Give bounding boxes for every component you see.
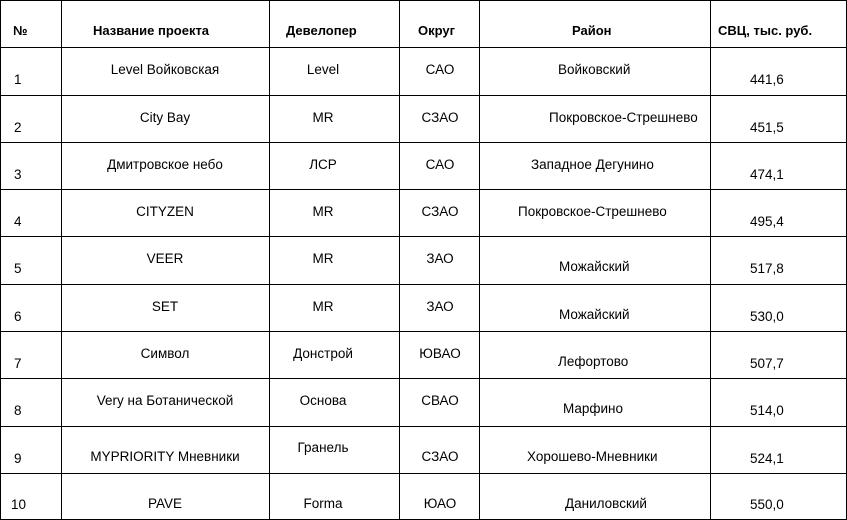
price-cell: 550,0 bbox=[750, 497, 784, 512]
project-name-cell: CITYZEN bbox=[136, 204, 194, 219]
project-name-cell: VEER bbox=[146, 251, 184, 266]
developer-cell: Level bbox=[306, 62, 340, 77]
district-cell: ЮАО bbox=[423, 496, 457, 511]
row-divider bbox=[0, 189, 847, 190]
district-cell: СЗАО bbox=[421, 204, 459, 219]
developer-cell: Основа bbox=[299, 393, 347, 408]
row-divider bbox=[0, 378, 847, 379]
project-name-cell: Дмитровское небо bbox=[107, 157, 223, 172]
area-cell: Войковский bbox=[558, 62, 631, 77]
district-cell: ЗАО bbox=[426, 251, 454, 266]
project-name-cell: MYPRIORITY Мневники bbox=[90, 449, 240, 464]
district-cell: СЗАО bbox=[421, 449, 459, 464]
row-divider bbox=[0, 142, 847, 143]
header-district: Округ bbox=[418, 23, 456, 38]
price-cell: 530,0 bbox=[750, 309, 784, 324]
row-divider bbox=[0, 95, 847, 96]
developer-cell: MR bbox=[312, 251, 334, 266]
row-divider bbox=[0, 331, 847, 332]
header-project-name: Название проекта bbox=[93, 23, 210, 38]
area-cell: Западное Дегунино bbox=[531, 157, 654, 172]
header-area: Район bbox=[572, 23, 612, 38]
project-name-cell: City Bay bbox=[139, 110, 191, 125]
area-cell: Хорошево-Мневники bbox=[527, 449, 658, 464]
row-divider bbox=[0, 473, 847, 474]
district-cell: САО bbox=[425, 157, 455, 172]
developer-cell: Донстрой bbox=[293, 346, 353, 361]
price-cell: 495,4 bbox=[750, 214, 784, 229]
developer-cell: ЛСР bbox=[309, 157, 337, 172]
header-divider bbox=[0, 47, 847, 48]
row-number-cell: 4 bbox=[14, 214, 22, 229]
developer-cell: MR bbox=[312, 299, 334, 314]
price-cell: 507,7 bbox=[750, 356, 784, 371]
column-divider bbox=[61, 0, 62, 520]
price-cell: 517,8 bbox=[750, 261, 784, 276]
header-number: № bbox=[13, 23, 28, 38]
developer-cell: Forma bbox=[303, 496, 343, 511]
row-number-cell: 3 bbox=[14, 167, 22, 182]
project-name-cell: Very на Ботанической bbox=[96, 393, 234, 408]
row-divider bbox=[0, 284, 847, 285]
area-cell: Лефортово bbox=[558, 354, 629, 369]
header-developer: Девелопер bbox=[286, 23, 357, 38]
developer-cell: MR bbox=[312, 204, 334, 219]
row-divider bbox=[0, 426, 847, 427]
area-cell: Можайский bbox=[559, 259, 630, 274]
district-cell: СЗАО bbox=[421, 110, 459, 125]
area-cell: Можайский bbox=[559, 307, 630, 322]
district-cell: САО bbox=[425, 62, 455, 77]
column-divider bbox=[269, 0, 270, 520]
table-border-left bbox=[0, 0, 1, 520]
row-number-cell: 2 bbox=[14, 120, 22, 135]
column-divider bbox=[479, 0, 480, 520]
table-border-top bbox=[0, 0, 847, 1]
header-price: СВЦ, тыс. руб. bbox=[718, 23, 813, 38]
price-cell: 451,5 bbox=[750, 120, 784, 135]
area-cell: Марфино bbox=[563, 401, 624, 416]
row-number-cell: 10 bbox=[11, 497, 27, 512]
project-name-cell: SET bbox=[151, 299, 179, 314]
price-cell: 441,6 bbox=[750, 72, 784, 87]
area-cell: Покровское-Стрешнево bbox=[518, 204, 667, 219]
area-cell: Покровское-Стрешнево bbox=[549, 110, 698, 125]
row-divider bbox=[0, 236, 847, 237]
column-divider bbox=[399, 0, 400, 520]
project-name-cell: PAVE bbox=[147, 496, 183, 511]
project-name-cell: Level Войковская bbox=[110, 62, 220, 77]
row-number-cell: 5 bbox=[14, 261, 22, 276]
project-name-cell: Символ bbox=[140, 346, 190, 361]
row-number-cell: 1 bbox=[14, 72, 22, 87]
price-cell: 524,1 bbox=[750, 451, 784, 466]
price-cell: 514,0 bbox=[750, 403, 784, 418]
row-number-cell: 8 bbox=[14, 403, 22, 418]
developer-cell: Гранель bbox=[297, 440, 349, 455]
area-cell: Даниловский bbox=[565, 496, 647, 511]
developer-cell: MR bbox=[312, 110, 334, 125]
row-number-cell: 9 bbox=[14, 451, 22, 466]
district-cell: ЮВАО bbox=[419, 346, 461, 361]
district-cell: СВАО bbox=[421, 393, 459, 408]
row-number-cell: 7 bbox=[14, 356, 22, 371]
column-divider bbox=[710, 0, 711, 520]
row-number-cell: 6 bbox=[14, 309, 22, 324]
district-cell: ЗАО bbox=[426, 299, 454, 314]
price-cell: 474,1 bbox=[750, 167, 784, 182]
